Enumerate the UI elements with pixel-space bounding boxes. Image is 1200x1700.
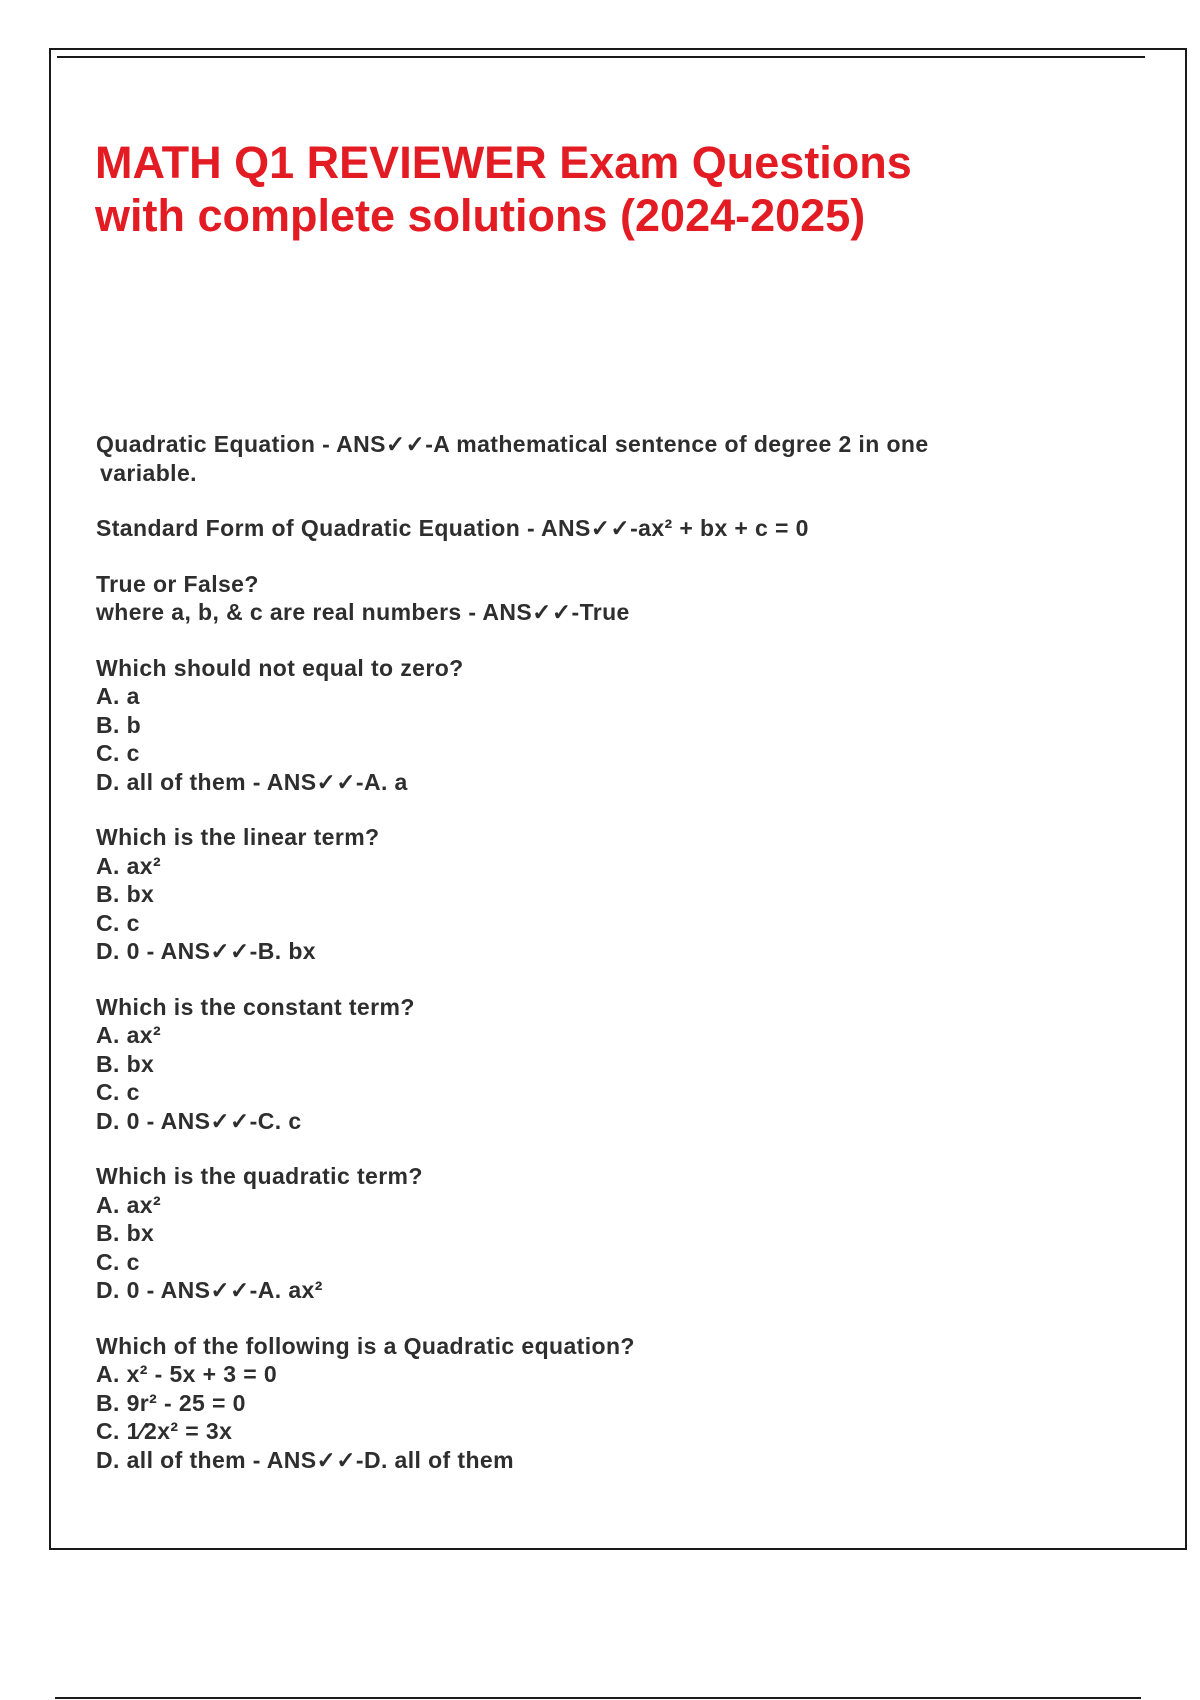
choice-a: A. x² - 5x + 3 = 0 — [96, 1361, 278, 1387]
qa-item-not-zero — [96, 654, 1056, 797]
title-line-1: MATH Q1 REVIEWER Exam Questions — [95, 137, 912, 188]
qa-item-quadratic-equation — [96, 430, 1056, 487]
choice-d-answer: D. 0 - ANS✓✓-A. ax² — [96, 1277, 323, 1303]
qa-item-constant-term — [96, 993, 1056, 1136]
question-text: Which is the quadratic term? — [96, 1163, 423, 1189]
choice-b: B. 9r² - 25 = 0 — [96, 1389, 246, 1416]
title-line-2: with complete solutions (2024-2025) — [95, 190, 866, 241]
qa-line: Standard Form of Quadratic Equation - ANS✓✓-ax² + bx + c = 0 — [96, 515, 809, 541]
question-text: Which is the constant term? — [96, 993, 415, 1020]
footer-rule — [55, 1697, 1141, 1699]
choice-a: A. ax² — [96, 852, 162, 879]
choice-a: A. a — [96, 683, 140, 709]
choice-a: A. ax² — [96, 1022, 162, 1048]
choice-b: B. bx — [96, 881, 155, 907]
choice-b: B. bx — [96, 1050, 155, 1077]
choice-d-answer: D. all of them - ANS✓✓-D. all of them — [96, 1446, 514, 1473]
choice-b: B. b — [96, 711, 142, 738]
question-text: Which of the following is a Quadratic equation? — [96, 1332, 635, 1359]
qa-item-true-or-false — [96, 570, 1056, 627]
qa-line: True or False? — [96, 570, 259, 597]
qa-line: variable. — [100, 459, 197, 486]
choice-c: C. c — [96, 740, 140, 766]
choice-c: C. c — [96, 1248, 140, 1275]
choice-b: B. bx — [96, 1220, 155, 1246]
question-list — [96, 430, 1056, 1501]
qa-item-which-quadratic — [96, 1332, 1056, 1475]
choice-d-answer: D. 0 - ANS✓✓-C. c — [96, 1107, 302, 1134]
choice-a: A. ax² — [96, 1191, 162, 1218]
qa-item-quadratic-term — [96, 1162, 1056, 1305]
header-rule — [57, 56, 1145, 58]
choice-d-answer: D. 0 - ANS✓✓-B. bx — [96, 938, 316, 964]
qa-item-standard-form — [96, 514, 1056, 543]
choice-c: C. 1⁄2x² = 3x — [96, 1418, 233, 1444]
choice-c: C. c — [96, 909, 140, 936]
question-text: Which should not equal to zero? — [96, 654, 464, 681]
question-text: Which is the linear term? — [96, 824, 380, 850]
choice-c: C. c — [96, 1079, 140, 1105]
qa-line: Quadratic Equation - ANS✓✓-A mathematical sentence of degree 2 in one — [96, 431, 929, 457]
choice-d-answer: D. all of them - ANS✓✓-A. a — [96, 768, 408, 795]
qa-item-linear-term — [96, 823, 1056, 966]
document-title — [95, 136, 1055, 242]
qa-line: where a, b, & c are real numbers - ANS✓✓-True — [96, 599, 630, 625]
